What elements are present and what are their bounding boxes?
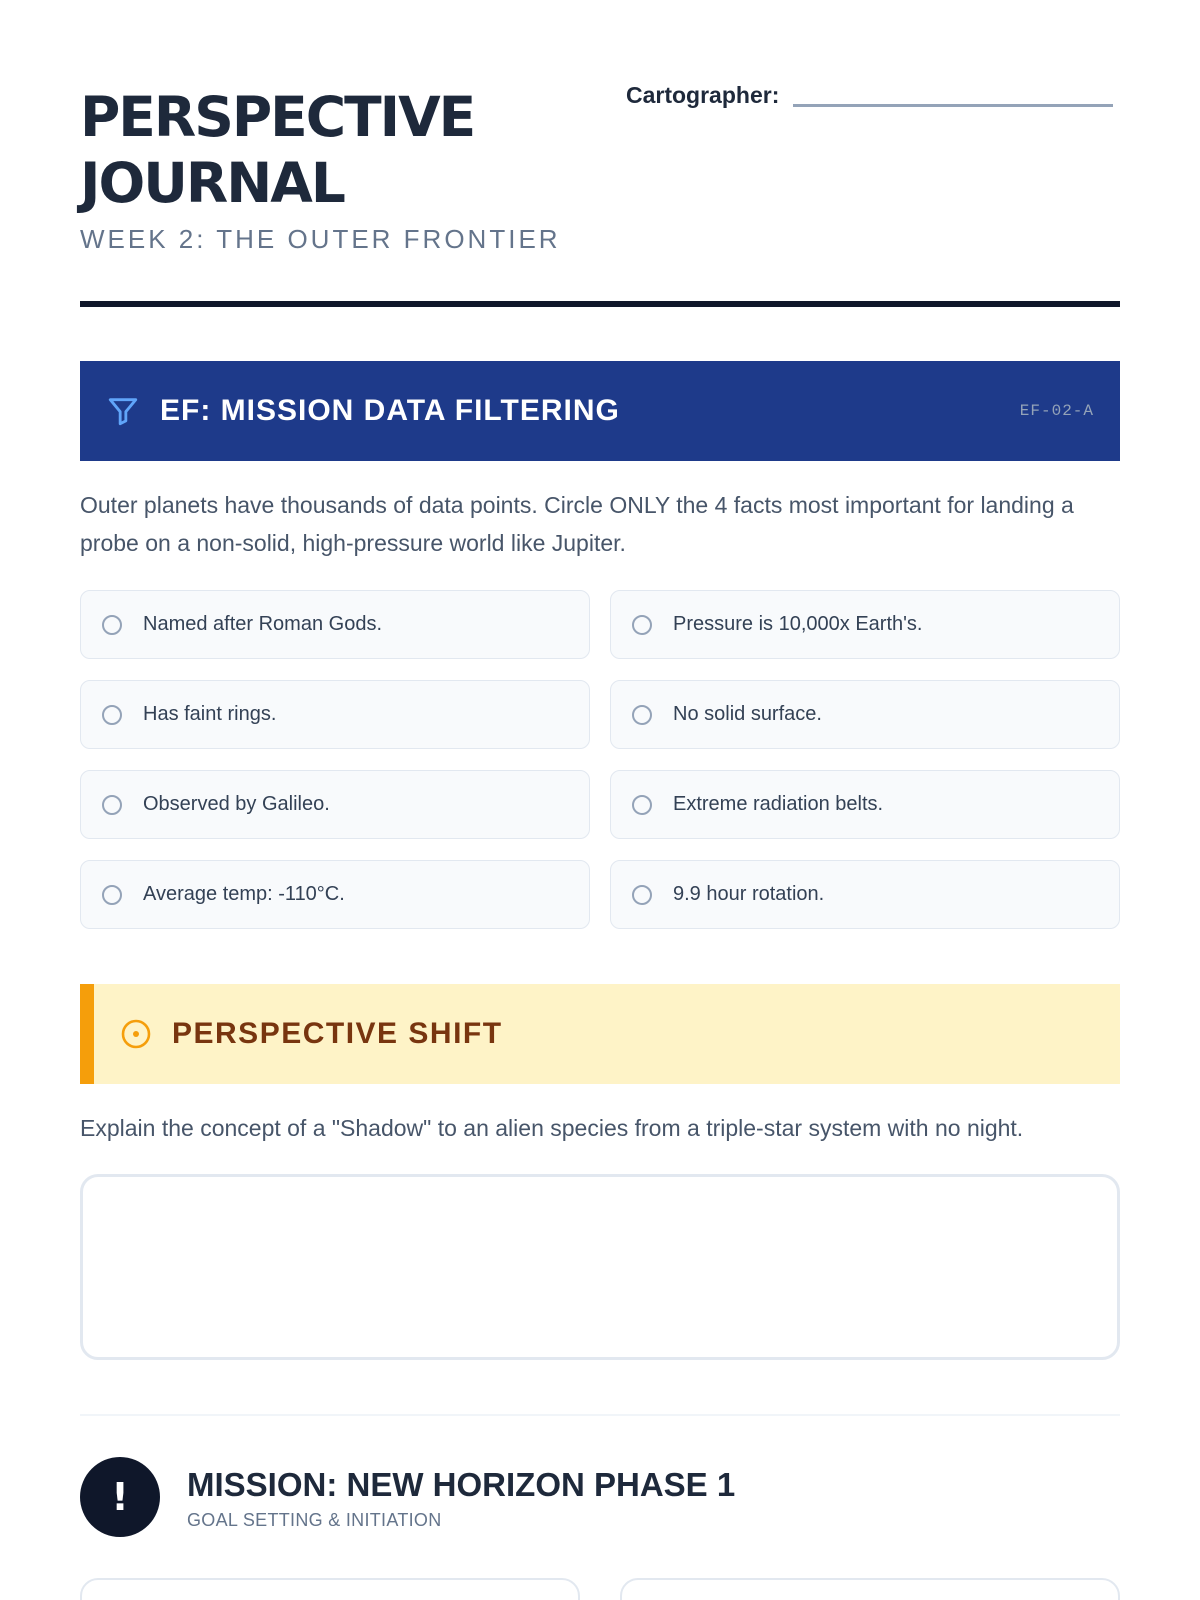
- facts-grid: [80, 590, 1120, 929]
- fact-option[interactable]: [80, 680, 590, 749]
- fact-option[interactable]: [80, 590, 590, 659]
- page-title: PERSPECTIVE JOURNAL: [80, 85, 475, 215]
- perspective-shift-title: PERSPECTIVE SHIFT: [172, 1017, 503, 1050]
- fact-option[interactable]: [610, 770, 1120, 839]
- fact-option[interactable]: [610, 590, 1120, 659]
- filter-icon: [106, 394, 140, 428]
- ef-instructions: Outer planets have thousands of data points. Circle ONLY the 4 facts most important for landing a probe on a non-solid, high-pressure world like Jupiter.: [80, 492, 1074, 556]
- fact-option[interactable]: [80, 860, 590, 929]
- ef-section-code: EF-02-A: [1019, 402, 1094, 420]
- radio-circle-icon[interactable]: [102, 795, 122, 815]
- radio-circle-icon[interactable]: [632, 885, 652, 905]
- mission-subtitle: GOAL SETTING & INITIATION: [187, 1510, 442, 1530]
- section-divider: [80, 1414, 1120, 1416]
- fact-option[interactable]: [610, 680, 1120, 749]
- radio-circle-icon[interactable]: [632, 795, 652, 815]
- header-divider: [80, 301, 1120, 307]
- page-header: [80, 0, 1120, 306]
- cartographer-label: Cartographer:: [626, 82, 780, 108]
- fact-option[interactable]: [80, 770, 590, 839]
- radio-circle-icon[interactable]: [632, 705, 652, 725]
- cartographer-field: [626, 82, 1113, 109]
- page-subtitle: WEEK 2: THE OUTER FRONTIER: [80, 224, 561, 254]
- fact-label: 9.9 hour rotation.: [673, 883, 825, 905]
- cartographer-input-line[interactable]: [793, 104, 1113, 107]
- fact-label: Pressure is 10,000x Earth's.: [673, 613, 923, 635]
- mission-title: MISSION: NEW HORIZON PHASE 1: [187, 1466, 736, 1503]
- perspective-shift-prompt: Explain the concept of a "Shadow" to an alien species from a triple-star system with no night.: [80, 1115, 1024, 1141]
- radio-circle-icon[interactable]: [102, 705, 122, 725]
- radio-circle-icon[interactable]: [102, 885, 122, 905]
- mission-card[interactable]: [620, 1578, 1120, 1600]
- radio-circle-icon[interactable]: [632, 615, 652, 635]
- perspective-shift-answer-box[interactable]: [80, 1174, 1120, 1360]
- mission-alert-badge: !: [80, 1457, 160, 1537]
- radio-circle-icon[interactable]: [102, 615, 122, 635]
- fact-label: Named after Roman Gods.: [143, 613, 382, 635]
- target-icon: [120, 1018, 152, 1050]
- mission-card[interactable]: [80, 1578, 580, 1600]
- fact-option[interactable]: [610, 860, 1120, 929]
- fact-label: Average temp: -110°C.: [143, 883, 345, 905]
- fact-label: Has faint rings.: [143, 703, 277, 725]
- fact-label: No solid surface.: [673, 703, 822, 725]
- fact-label: Extreme radiation belts.: [673, 793, 884, 815]
- ef-section-header: [80, 361, 1120, 461]
- ef-section-title: EF: MISSION DATA FILTERING: [160, 394, 620, 427]
- fact-label: Observed by Galileo.: [143, 793, 330, 815]
- perspective-shift-header: [80, 984, 1120, 1084]
